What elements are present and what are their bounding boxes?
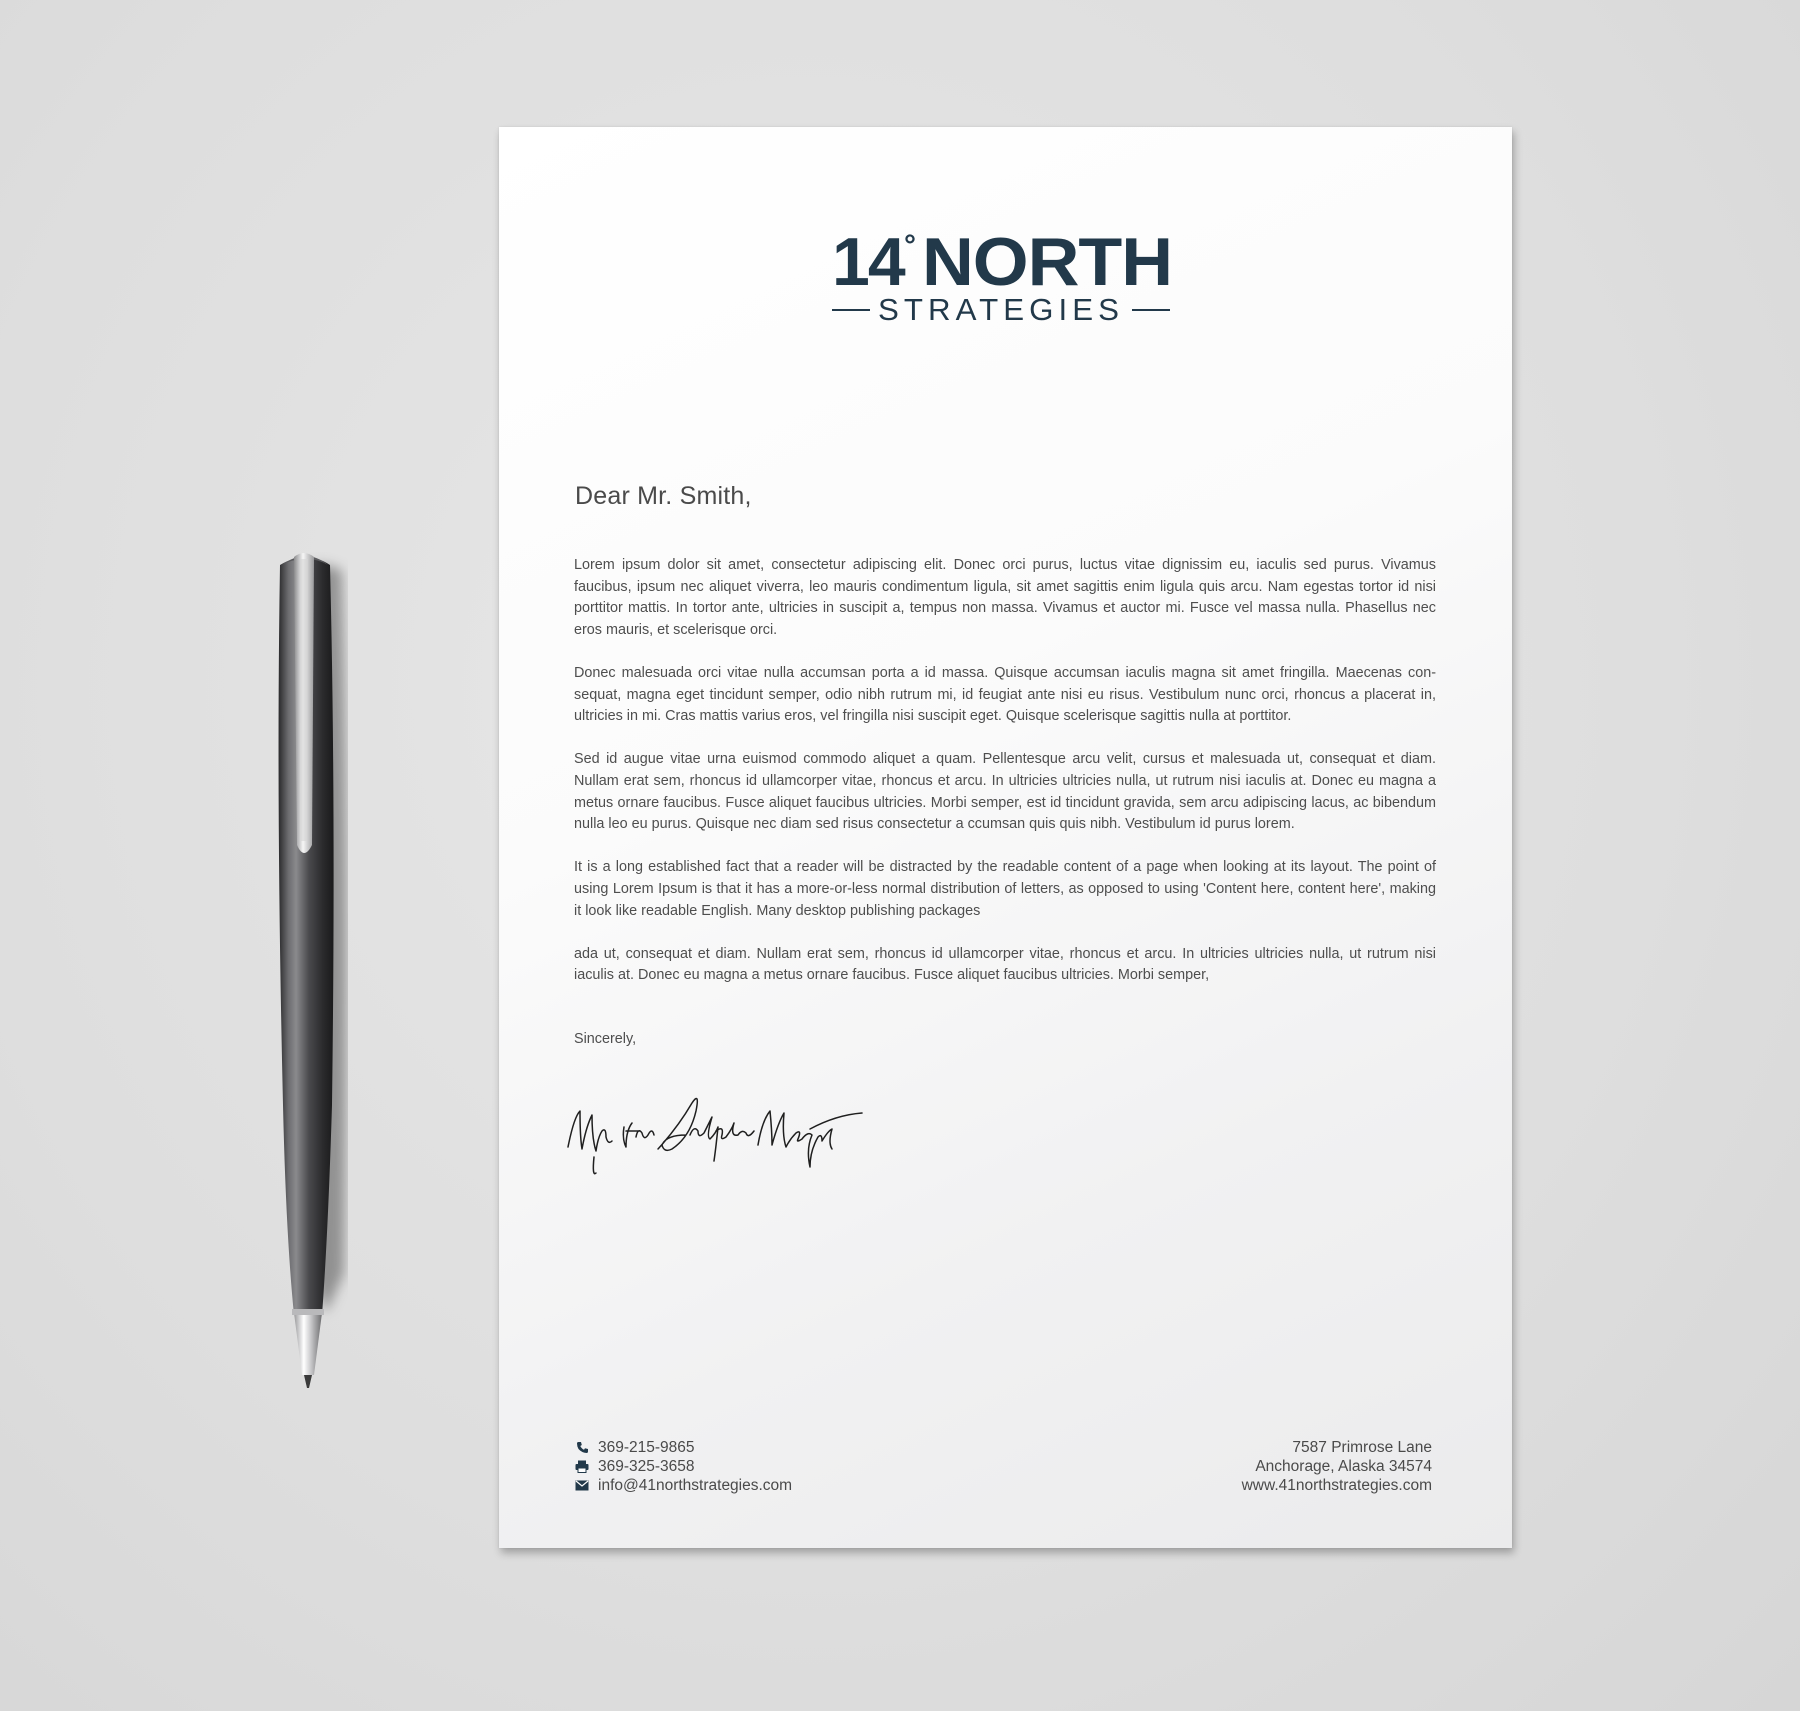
envelope-icon — [575, 1479, 589, 1493]
closing: Sincerely, — [574, 1031, 637, 1047]
fax-number: 369-325-3658 — [598, 1458, 695, 1475]
logo-number: 14 — [831, 224, 904, 300]
signature — [566, 1087, 866, 1197]
paragraph: Lorem ipsum dolor sit amet, consectetur adipiscing elit. Donec orci purus, luctus vitae dignissim eu, iaculis sed purus. Vivamus faucibus, ipsum nec aliquet viverra, leo mauris condimentum ligula, sit amet sagittis enim ligula quis arcu. Nam egestas tortor id nisi porttitor mattis. In tortor ante, ultricies in suscipit a, tempus non massa. Vivamus et auctor mi. Fusce vel massa nulla. Phasellus nec eros mauris, et scelerisque orci. — [574, 557, 1436, 638]
phone-number[interactable]: 369-215-9865 — [598, 1439, 695, 1456]
contact-details — [575, 1438, 792, 1495]
address-line-1: 7587 Primrose Lane — [1292, 1439, 1432, 1456]
salutation: Dear Mr. Smith, — [575, 482, 752, 510]
paragraph: ada ut, consequat et diam. Nullam erat sem, rhoncus id ullamcorper vitae, rhoncus et arcu. In ultricies ultricies nulla, ut rutrum nisi iaculis at. Donec eu magna a metus ornare faucibus. Fusce aliquet faucibus ultricies. Morbi semper, — [574, 945, 1436, 984]
pen-image — [270, 545, 348, 1390]
logo-degree: ° — [903, 229, 916, 262]
fax-icon — [575, 1460, 589, 1474]
letter-sheet — [499, 127, 1512, 1548]
logo-word: NORTH — [921, 224, 1172, 300]
phone-icon — [575, 1441, 589, 1455]
address-block — [1242, 1438, 1432, 1495]
address-line-2: Anchorage, Alaska 34574 — [1255, 1458, 1432, 1475]
website-link[interactable]: www.41northstrategies.com — [1241, 1477, 1432, 1494]
email-link[interactable]: info@41northstrategies.com — [598, 1477, 793, 1494]
letter-body — [574, 555, 1436, 1008]
contact-fax — [575, 1457, 792, 1476]
paragraph: Donec malesuada orci vitae nulla accumsan porta a id massa. Quisque accumsan iaculis magna sit amet fringilla. Maecenas con-sequat, magna eget tincidunt semper, odio nibh rutrum mi, id feugiat ante nisi eu risus. Vestibulum nunc orci, rhoncus a placerat in, ultricies in mi. Cras mattis varius eros, vel fringilla nisi suscipit eget. Quisque scelerisque sagittis nulla at porttitor. — [574, 664, 1436, 725]
paragraph: It is a long established fact that a reader will be distracted by the readable content of a page when looking at its layout. The point of using Lorem Ipsum is that it has a more-or-less normal distribution of letters, as opposed to using 'Content here, content here', making it look like readable English. Many desktop publishing packages — [574, 859, 1436, 919]
handwritten-signature-icon — [566, 1087, 866, 1197]
ballpoint-pen-icon — [270, 545, 348, 1390]
logo-wordmark — [826, 219, 1186, 329]
contact-email — [575, 1476, 792, 1495]
contact-phone — [575, 1438, 792, 1457]
company-logo — [499, 219, 1512, 334]
paragraph: Sed id augue vitae urna euismod commodo aliquet a quam. Pellentesque arcu velit, cursus et malesuada ut, consequat et diam. Nullam erat sem, rhoncus id ullamcorper vitae, rhoncus et arcu. In ultricies ultricies nulla, ut rutrum nisi iaculis at. Donec eu magna a metus ornare faucibus. Fusce aliquet faucibus ultricies. Morbi semper, est id tincidunt gravida, sem arcu adipiscing lacus, ac bibendum nulla leo eu purus. Quisque nec diam sed risus consectetur a ccumsan quis quis nibh. Vestibulum id purus lorem. — [574, 751, 1436, 833]
logo-tagline: STRATEGIES — [877, 292, 1124, 327]
